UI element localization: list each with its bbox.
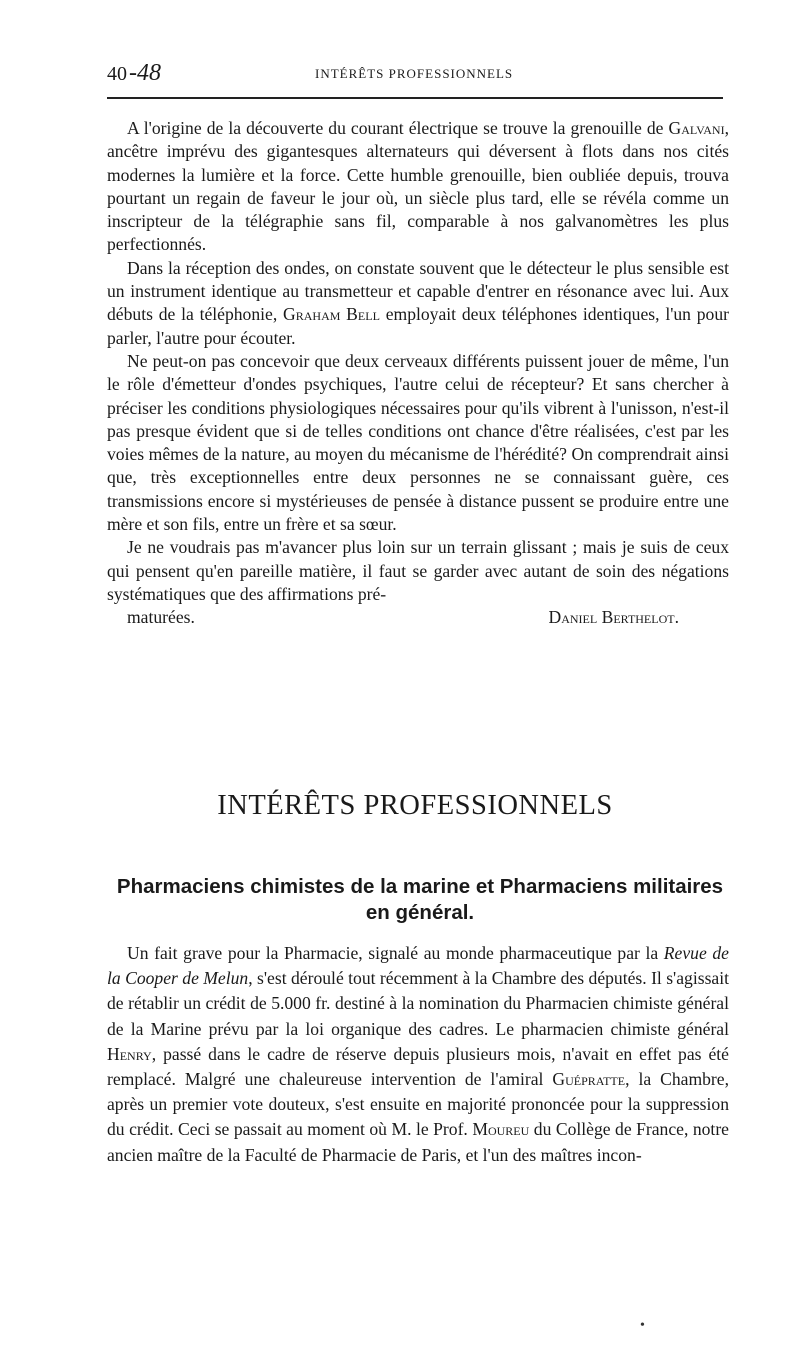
paragraph: Un fait grave pour la Pharmacie, signalé au monde pharmaceutique par la Revue de la Cooper de Melun, s'est déroulé tout récemment à la Chambre des députés. Il s'agissait de rétablir un crédit de 5.000 fr. destiné à la nomination du Pharmacien chimiste général de la Marine prévu par la loi organique des cadres. Le pharmacien chimiste général Henry, passé dans le cadre de réserve depuis plusieurs mois, n'avait en effet pas été remplacé. Malgré une chaleureuse intervention de l'amiral Guépratte, la Chambre, après un premier vote douteux, s'est ensuite en majorité prononcée pour la suppression du crédit. Ceci se passait au moment où M. le Prof. Moureu du Collège de France, notre ancien maître de la Faculté de Pharmacie de Paris, et l'un des maîtres incon- [107,943,730,1165]
paragraph: Dans la réception des ondes, on constate souvent que le détecteur le plus sensible est un instrument identique au transmetteur et capable d'entrer en résonance avec lui. Aux débuts de la téléphonie, Graham Bell employait deux téléphones identiques, l'un pour parler, l'autre pour écouter. [107,257,729,348]
name-guepratte: Guépratte [552,1069,626,1090]
journal-title: Revue de la Cooper de Melun [107,943,729,989]
printed-page-number: 40 [107,63,127,85]
page-header [107,58,723,92]
article-pharmaciens [107,941,729,1168]
handwritten-page-number: -48 [129,60,161,86]
running-head: INTÉRÊTS PROFESSIONNELS [315,66,514,81]
name-henry: Henry [107,1043,152,1064]
page-number [107,60,161,87]
author-signature: Daniel Berthelot. [548,607,679,628]
name-galvani: Galvani [668,118,725,138]
paragraph: Je ne voudrais pas m'avancer plus loin sur un terrain glissant ; mais je suis de ceux qui pensent qu'en pareille matière, il faut se garder avec autant de soin des négations systématiques que des affirmations pré- [107,537,729,604]
signature-line: maturées. Daniel Berthelot. [107,606,729,629]
paragraph: A l'origine de la découverte du courant électrique se trouve la grenouille de Galvani, ancêtre imprévu des gigantesques alternateurs qui déversent à flots dans nos cités modernes la lumière et la force. Cette humble grenouille, bien oubliée depuis, trouva pourtant un regain de faveur le jour où, un siècle plus tard, elle se révéla comme un inscripteur de la télégraphie sans fil, comparable à nos galvanomètres les plus perfectionnés. [107,118,729,255]
article-galvani [107,117,729,630]
paragraph: Ne peut-on pas concevoir que deux cerveaux différents puissent jouer de même, l'un le rôle d'émetteur d'ondes psychiques, l'autre celui de récepteur? Et sans chercher à préciser les conditions physiologiques nécessaires pour qu'ils vibrent à l'unisson, n'est-il pas presque évident que si de telles conditions ont chance d'être réalisées, c'est par les voies mêmes de la nature, au moyen du mécanisme de l'hérédité? On comprendrait ainsi que, très exceptionnelles entre deux personnes ne se connaissant guère, ces transmissions encore si mystérieuses de pensée à distance pussent se produire entre une mère et son fils, entre un frère et sa sœur. [107,350,729,535]
ink-speck: • [640,1318,645,1333]
header-rule [107,97,723,99]
name-graham-bell: Graham Bell [283,304,380,325]
section-title: INTÉRÊTS PROFESSIONNELS [217,790,613,821]
name-moureu: Moureu [472,1119,530,1140]
article-title: Pharmaciens chimistes de la marine et Pharmaciens militaires en général. [116,875,724,924]
